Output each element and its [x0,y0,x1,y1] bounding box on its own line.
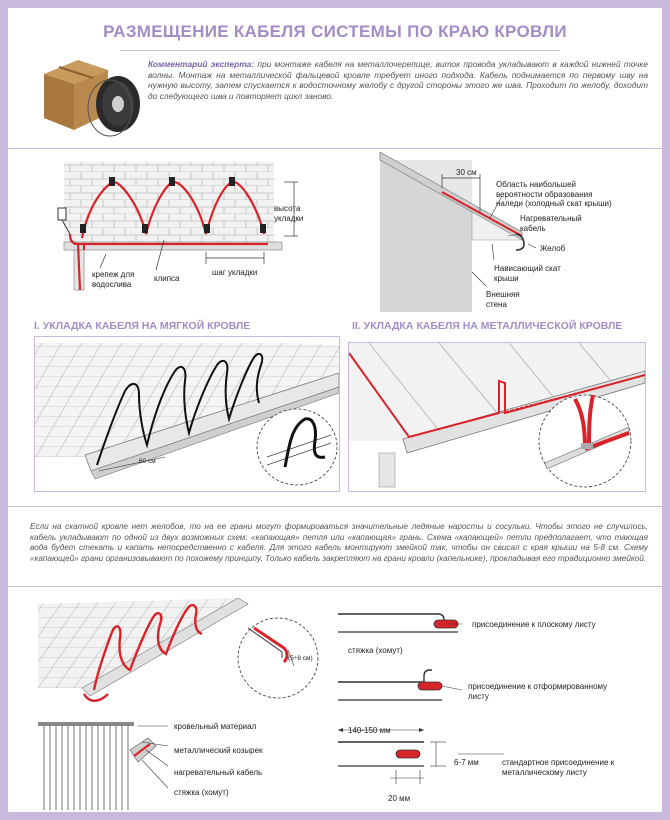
overhang-label: Нависающий скат крыши [494,264,561,283]
standard-connection-label: стандартное присоединение к металлическому листу [502,758,615,777]
expert-comment [148,59,648,101]
divider-1 [8,148,662,149]
note-text: Если на скатной кровле нет желобов, то на ее грани могут формироваться значительные ледяные наросты и сосульки. Чтобы этого не случилось, кабель укладывают по одной из двух возможных схем: «капающая» петля или «капающая» грань. Схема «капающей» петли предполагает, что тающая вода будет стекать и капать непосредственно с кабеля. Для этого кабель монтируют змейкой так, чтобы он свисал с края крыши на 5-8 см. Схему «капающей» грани организовывают по похожему принципу. Только кабель закрепляют на грани кровли (капельнике), прокладывая его традиционно змейкой. [30,522,648,563]
ice-area-label: Область наибольшей вероятности образования наледи (холодный скат крыши) [496,180,612,208]
metal-roof-title: II. УКЛАДКА КАБЕЛЯ НА МЕТАЛЛИЧЕСКОЙ КРОВЛЕ [352,320,623,332]
clip-label: клипса [154,274,180,283]
height-label: высота укладки [274,204,304,223]
page-title: РАЗМЕЩЕНИЕ КАБЕЛЯ СИСТЕМЫ ПО КРАЮ КРОВЛИ [103,22,567,41]
title-divider [120,50,560,51]
outer-wall-label: Внешняя стена [486,290,520,309]
soft-roof-title: I. УКЛАДКА КАБЕЛЯ НА МЯГКОЙ КРОВЛЕ [34,320,251,332]
dim-20-label: 20 мм [388,794,411,803]
gutter-label: Желоб [540,244,566,253]
dim-6-7-label: 6-7 мм [454,758,479,767]
roof-material-label: кровельный материал [174,722,257,731]
bottom-clamp-label-2: стяжка (хомут) [174,788,229,797]
formed-sheet-label: присоединение к отформированному листу [468,682,608,701]
dim-30cm: 30 см [456,168,477,177]
metal-roof-drawing [349,343,645,491]
bottom-clamp-label: стяжка (хомут) [348,646,403,655]
divider-2 [8,506,662,507]
mount-label: крепеж для водослива [92,270,135,289]
soft-roof-panel [34,336,340,492]
metal-roof-panel [348,342,646,492]
dim-140-150-label: 140-150 мм [348,726,391,735]
expert-text: при монтаже кабеля на металлочерепице, виток провода укладывают в каждой нижней точке волны. Монтаж на металлической фальцевой кровле требует иного подхода. Кабель поднимается по первому шву на нужную высоту, затем спускается к водосточному желобу с другой стороны этого же шва. Проходит по желобу, доходит до следующего шва и повторяет цикл заново. [148,59,649,101]
cable-spool-image [38,52,142,142]
drip-loop-drawing [38,598,338,704]
expert-label: Комментарий эксперта: [148,59,255,69]
drip-edge-section-drawing [38,716,168,812]
bottom-heating-cable-label: нагревательный кабель [174,768,263,777]
soft-roof-drawing [35,337,339,491]
divider-3 [8,586,662,587]
soft-dim-label: 60 см [139,458,156,465]
flat-sheet-label: присоединение к плоскому листу [472,620,596,629]
heating-cable-label: Нагревательный кабель [520,214,582,233]
dim-5-8-label: (5÷8 см) [288,655,313,662]
step-label: шаг укладки [212,268,258,277]
metal-visor-label: металлический козырек [174,746,263,755]
